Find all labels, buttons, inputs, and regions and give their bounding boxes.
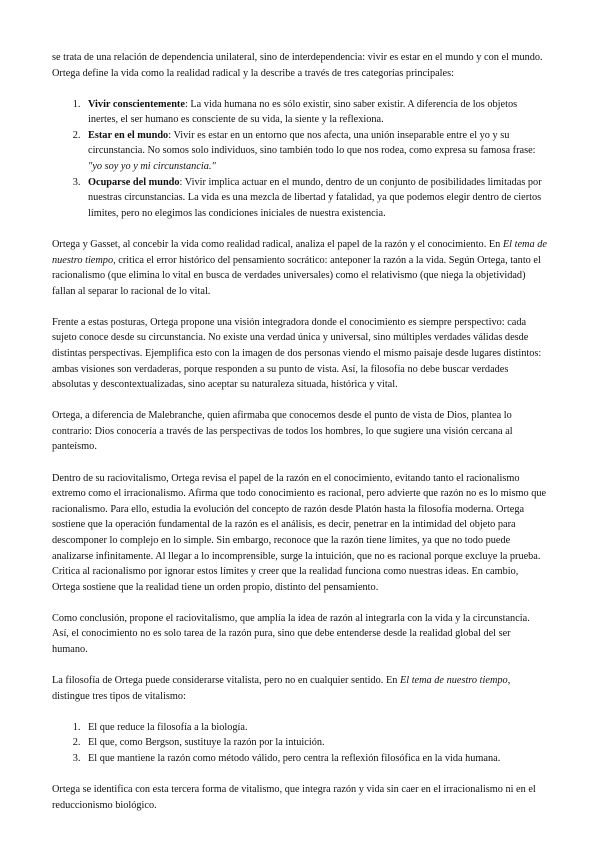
text-span: Ortega y Gasset, al concebir la vida como realidad radical, analiza el papel de la razón y el conocimiento. En bbox=[52, 238, 503, 250]
categories-list bbox=[52, 97, 548, 222]
paragraph-conclusion: Como conclusión, propone el raciovitalismo, que amplía la idea de razón al integrarla con la vida y la circunstancia. Así, el conocimiento no es solo tarea de la razón pura, sino que debe entenderse desde la realidad global del ser humano. bbox=[52, 612, 530, 655]
paragraph-vitalism bbox=[52, 673, 548, 704]
paragraph-reason bbox=[52, 237, 548, 299]
text-span: , distingue tres tipos de vitalismo: bbox=[52, 675, 511, 702]
paragraph-final: Ortega se identifica con esta tercera forma de vitalismo, que integra razón y vida sin caer en el irracionalismo ni en el reduccionismo biológico. bbox=[52, 784, 536, 811]
paragraph-perspectivism: Frente a estas posturas, Ortega propone una visión integradora donde el conocimiento es siempre perspectivo: cada sujeto conoce desde su circunstancia. No existe una verdad única y universal, sino múltiples verdades válidas desde distintas perspectivas. Ejemplifica esto con la imagen de dos personas viendo el mismo paisaje desde lugares distintos: ambas visiones son verdaderas, porque responden a su punto de vista. Así, la filosofía no debe buscar verdades absolutas y descontextualizadas, sino aceptar su naturaleza situada, histórica y vital. bbox=[52, 316, 542, 391]
category-term: Vivir conscientemente bbox=[88, 98, 185, 110]
text-span: , critica el error histórico del pensamiento socrático: anteponer la razón a la vida. Según Ortega, tanto el racionalismo (que elimina lo vital en busca de verdades universales) como el relativismo (que niega la objetividad) fallan al separar lo racional de lo vital. bbox=[52, 254, 541, 297]
book-title: El tema de nuestro tiempo bbox=[52, 238, 547, 266]
book-title: El tema de nuestro tiempo bbox=[399, 675, 508, 687]
list-item: 1. El que reduce la filosofía a la biología. bbox=[83, 720, 548, 736]
category-term: Estar en el mundo bbox=[88, 129, 169, 141]
category-text: : Vivir es estar en un entorno que nos afecta, una unión inseparable entre el yo y su circunstancia. No somos solo individuos, sino también todo lo que nos rodea, como expresa su famosa frase: bbox=[88, 129, 536, 157]
paragraph-malebranche: Ortega, a diferencia de Malebranche, quien afirmaba que conocemos desde el punto de vista de Dios, plantea lo contrario: Dios conocería a través de las perspectivas de todos los hombres, lo que sugiere una visión cercana al panteísmo. bbox=[52, 410, 513, 453]
famous-quote: "yo soy yo y mi circunstancia." bbox=[88, 161, 216, 173]
paragraph-raciovitalism: Dentro de su raciovitalismo, Ortega revisa el papel de la razón en el conocimiento, evitando tanto el racionalismo extremo como el irracionalismo. Afirma que todo conocimiento es racional, pero advierte que razón no es lo mismo que racionalismo. Para ello, estudia la evolución del concepto de razón desde Platón hasta la filosofía moderna. Ortega sostiene que la operación fundamental de la razón es el análisis, es decir, penetrar en la intimidad del objeto para descomponer lo complejo en lo simple. Sin embargo, reconoce que la razón tiene límites, ya que no todo puede analizarse infinitamente. Al llegar a lo incomprensible, surge la intuición, que no es racional porque excluye la prueba. Critica al racionalismo por ignorar estos límites y creer que la realidad funciona como nuestras ideas. En cambio, Ortega sostiene que la realidad tiene un orden propio, distinto del pensamiento. bbox=[52, 472, 547, 593]
category-term: Ocuparse del mundo bbox=[88, 176, 180, 188]
category-text: : La vida humana no es sólo existir, sino saber existir. A diferencia de los objetos inertes, el ser humano es consciente de su vida, la siente y la reflexiona. bbox=[88, 98, 518, 126]
list-item: 2. El que, como Bergson, sustituye la razón por la intuición. bbox=[83, 735, 548, 751]
list-item bbox=[83, 175, 548, 222]
list-item bbox=[83, 128, 548, 175]
list-item bbox=[83, 97, 548, 128]
vitalism-types-list bbox=[52, 720, 548, 767]
text-span: La filosofía de Ortega puede considerarse vitalista, pero no en cualquier sentido. En bbox=[52, 675, 400, 687]
paragraph-intro: se trata de una relación de dependencia unilateral, sino de interdependencia: vivir es estar en el mundo y con el mundo. Ortega define la vida como la realidad radical y la describe a través de tres categorías principales: bbox=[52, 52, 543, 79]
category-text: : Vivir implica actuar en el mundo, dentro de un conjunto de posibilidades limitadas por nuestras circunstancias. La vida es una mezcla de libertad y fatalidad, ya que podemos elegir dentro de ciertos límites, pero no elegimos las condiciones iniciales de nuestra existencia. bbox=[88, 176, 542, 219]
list-item: 3. El que mantiene la razón como método válido, pero centra la reflexión filosófica en la vida humana. bbox=[83, 751, 548, 767]
